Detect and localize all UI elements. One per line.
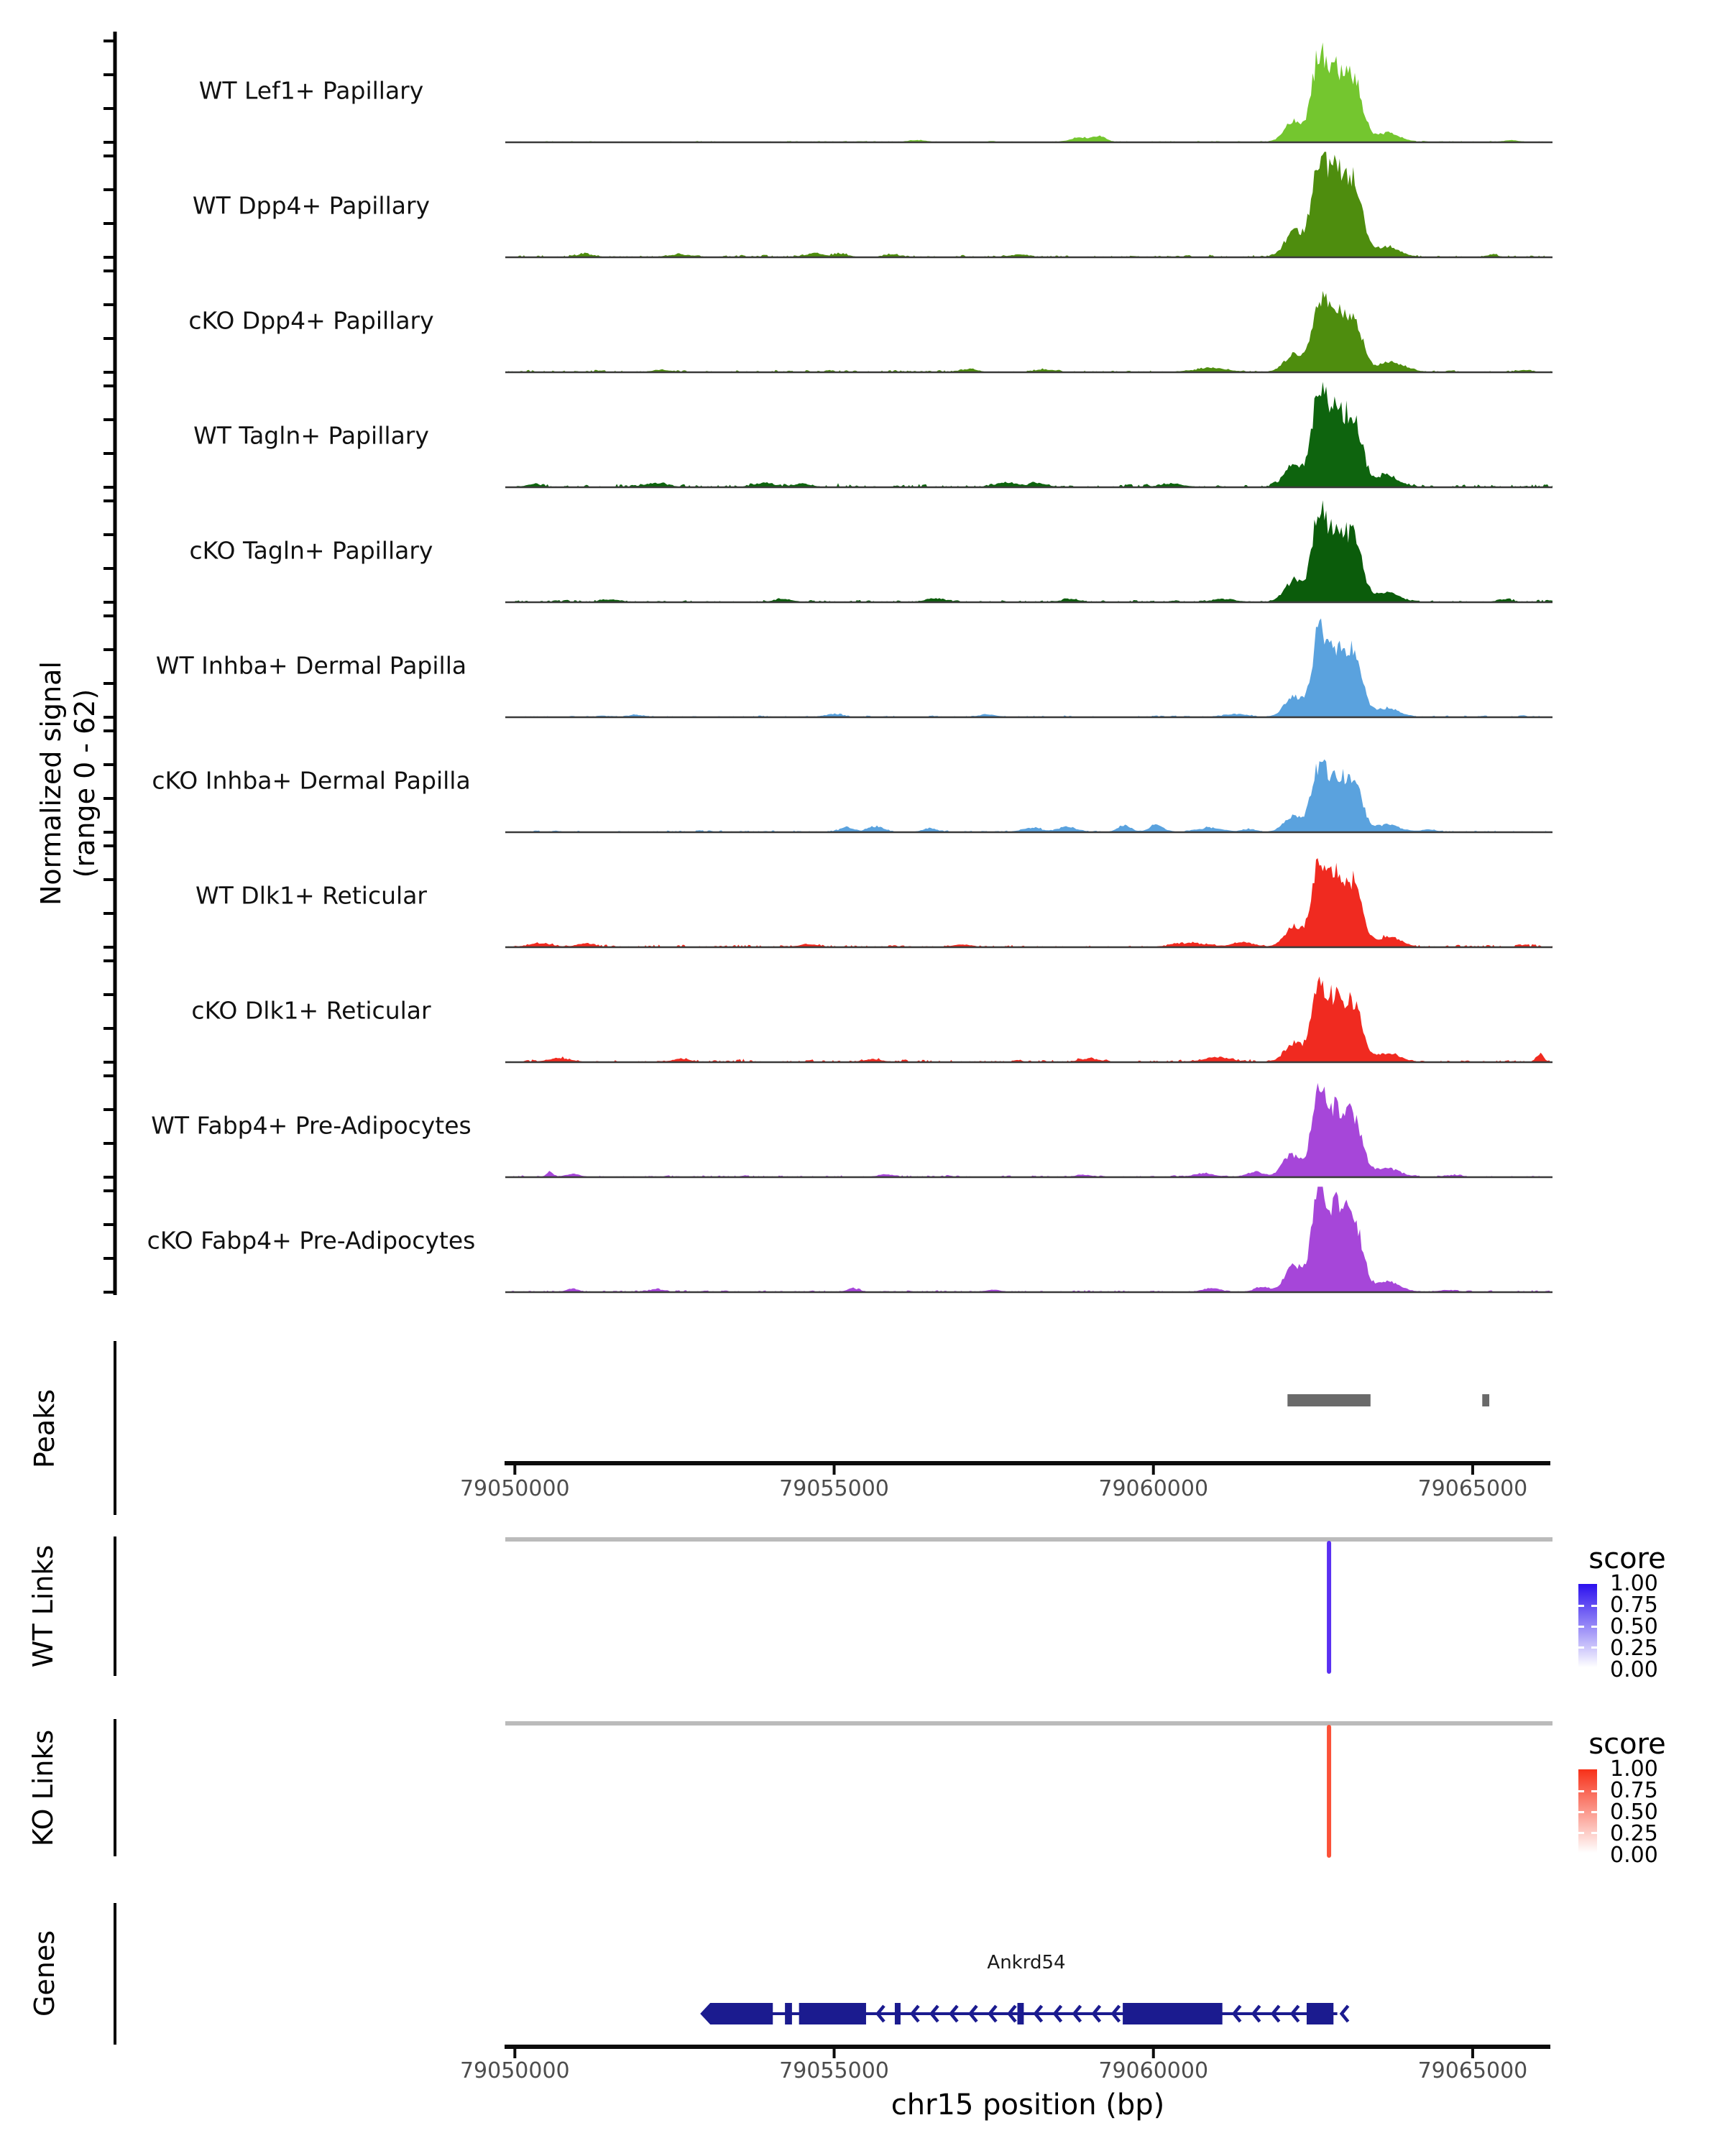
strand-arrow (1054, 2006, 1061, 2022)
coverage-area (505, 1187, 1552, 1292)
legend-title: score (1588, 1728, 1666, 1761)
gene-exon (700, 2003, 773, 2024)
ko-links-section-label: KO Links (27, 1729, 59, 1847)
gene-exon (1123, 2003, 1223, 2024)
coverage-area (505, 152, 1552, 257)
legend-tick-label: 0.00 (1610, 1843, 1658, 1868)
legend-tick-label: 0.75 (1610, 1593, 1658, 1618)
track-label: WT Tagln+ Papillary (193, 421, 429, 450)
legend-tick-label: 0.00 (1610, 1657, 1658, 1682)
track-label: WT Lef1+ Papillary (198, 76, 424, 105)
coverage-area (505, 291, 1552, 372)
ko-links-bracket (114, 1719, 116, 1856)
track-label: cKO Dlk1+ Reticular (191, 996, 431, 1025)
strand-arrow (1035, 2006, 1041, 2022)
gene-exon (895, 2003, 901, 2024)
strand-arrow (990, 2006, 996, 2022)
strand-arrow (1113, 2006, 1119, 2022)
y-axis-label-line2: (range 0 - 62) (69, 688, 101, 878)
peak-interval (1287, 1394, 1370, 1406)
legend-tick-label: 0.75 (1610, 1778, 1658, 1803)
legend-tick-label: 1.00 (1610, 1756, 1658, 1782)
x-axis-tick-label: 79050000 (459, 2058, 570, 2083)
coverage-area (505, 1083, 1552, 1177)
y-axis-label-line1: Normalized signal (35, 661, 67, 906)
x-axis-tick-label: 79060000 (1098, 2058, 1209, 2083)
x-axis-title: chr15 position (bp) (891, 2088, 1165, 2122)
strand-arrow (1292, 2006, 1299, 2022)
peaks-bracket (114, 1341, 116, 1515)
track-label: cKO Fabp4+ Pre-Adipocytes (147, 1226, 476, 1255)
legend-tick-labels (1610, 1571, 1658, 1682)
wt-links-bracket (114, 1537, 116, 1676)
track-label: WT Dlk1+ Reticular (196, 881, 427, 910)
strand-arrow (932, 2006, 938, 2022)
coverage-area (505, 42, 1552, 142)
coverage-area (505, 619, 1552, 718)
legend-tick-label: 1.00 (1610, 1571, 1658, 1596)
strand-arrow (1342, 2006, 1348, 2022)
strand-arrow (1273, 2006, 1279, 2022)
gene-exon (799, 2003, 866, 2024)
gene-exon (785, 2003, 792, 2024)
strand-arrow (878, 2006, 884, 2022)
strand-arrow (1074, 2006, 1080, 2022)
x-axis-tick-label: 79060000 (1098, 1476, 1209, 1501)
x-axis-tick-label: 79055000 (779, 2058, 889, 2083)
track-label: cKO Dpp4+ Papillary (188, 306, 434, 335)
strand-arrow (1254, 2006, 1260, 2022)
coverage-area (505, 760, 1552, 832)
x-axis-tick-label: 79065000 (1417, 1476, 1528, 1501)
y-axis-label (34, 661, 102, 906)
strand-arrow (951, 2006, 957, 2022)
coverage-area (505, 977, 1552, 1062)
legend-title: score (1588, 1542, 1666, 1575)
gene-name-label: Ankrd54 (987, 1952, 1066, 1973)
legend-tick-label: 0.25 (1610, 1636, 1658, 1661)
track-label: cKO Inhba+ Dermal Papilla (152, 766, 471, 795)
coverage-area (505, 382, 1552, 487)
track-label: WT Dpp4+ Papillary (192, 191, 431, 220)
strand-arrow (1234, 2006, 1241, 2022)
strand-arrow (1009, 2006, 1016, 2022)
coverage-area (505, 500, 1552, 602)
strand-arrow (912, 2006, 919, 2022)
gene-exon (1307, 2003, 1333, 2024)
legend-tick-label: 0.50 (1610, 1614, 1658, 1639)
genome-axis-line (505, 2045, 1550, 2049)
legend-tick-label: 0.50 (1610, 1800, 1658, 1825)
track-label: cKO Tagln+ Papillary (189, 536, 433, 565)
score-gradient-bar (1578, 1584, 1597, 1667)
track-label: WT Fabp4+ Pre-Adipocytes (151, 1111, 472, 1140)
peak-interval (1482, 1394, 1489, 1406)
legend-tick-labels (1610, 1756, 1658, 1868)
x-axis-tick-label: 79050000 (459, 1476, 570, 1501)
track-label: WT Inhba+ Dermal Papilla (155, 651, 467, 680)
genes-section-label: Genes (29, 1930, 60, 2017)
wt-links-section-label: WT Links (27, 1544, 59, 1668)
genes-bracket (114, 1903, 116, 2045)
coverage-area (505, 858, 1552, 947)
x-axis-tick-label: 79065000 (1417, 2058, 1528, 2083)
x-axis-tick-label: 79055000 (779, 1476, 889, 1501)
genome-axis-line (505, 1461, 1550, 1465)
peaks-section-label: Peaks (29, 1388, 60, 1469)
strand-arrow (970, 2006, 977, 2022)
strand-arrow (1093, 2006, 1100, 2022)
gene-exon (1018, 2003, 1024, 2024)
score-gradient-bar (1578, 1769, 1597, 1853)
legend-tick-label: 0.25 (1610, 1821, 1658, 1846)
